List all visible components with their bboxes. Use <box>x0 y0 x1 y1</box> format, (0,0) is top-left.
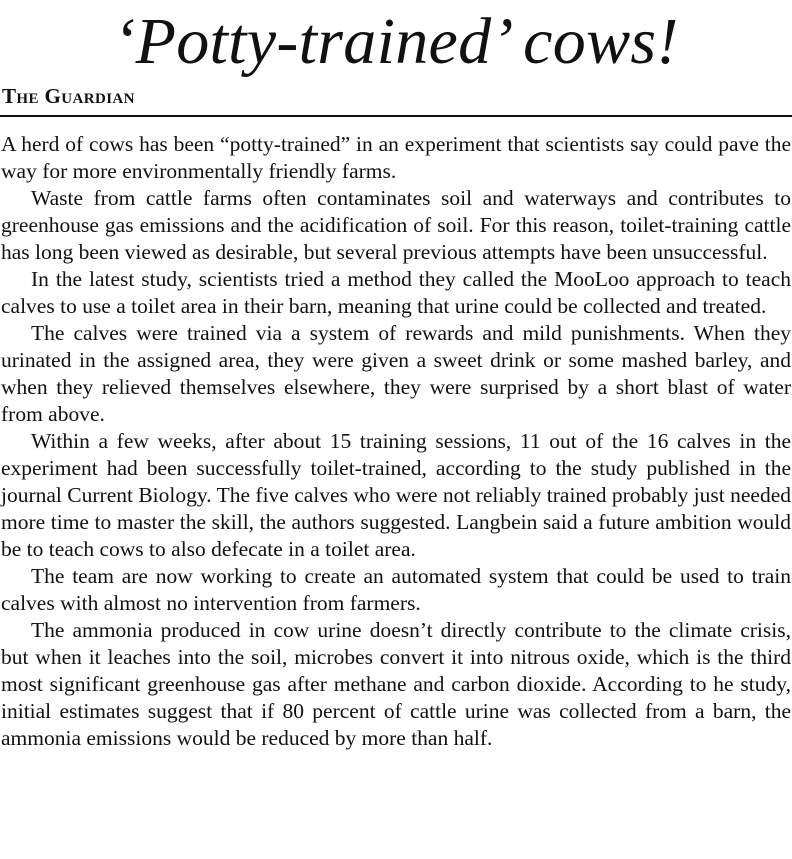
paragraph-1: A herd of cows has been “potty-trained” in an experiment that scientists say could pave the way for more environmentally friendly farms. <box>1 132 791 183</box>
paragraph-6: The team are now working to create an automated system that could be used to train calves with almost no intervention from farmers. <box>1 564 791 615</box>
header-divider <box>0 115 792 117</box>
headline: ‘Potty-trained’ cows! <box>113 5 679 78</box>
paragraph-7: The ammonia produced in cow urine doesn’t directly contribute to the climate crisis, but when it leaches into the soil, microbes convert it into nitrous oxide, which is the third most significant greenhouse gas after methane and carbon dioxide. According to he study, initial estimates suggest that if 80 percent of cattle urine was collected from a barn, the ammonia emissions would be reduced by more than half. <box>1 618 791 750</box>
source-byline: The Guardian <box>2 84 135 108</box>
paragraph-5: Within a few weeks, after about 15 training sessions, 11 out of the 16 calves in the experiment had been successfully toilet-trained, according to the study published in the journal Current Biology. The five calves who were not reliably trained probably just needed more time to master the skill, the authors suggested. Langbein said a future ambition would be to teach cows to also defecate in a toilet area. <box>1 429 791 561</box>
paragraph-4: The calves were trained via a system of rewards and mild punishments. When they urinated in the assigned area, they were given a sweet drink or some mashed barley, and when they relieved themselves elsewhere, they were surprised by a short blast of water from above. <box>1 321 791 426</box>
article-body <box>1 131 791 752</box>
paragraph-2: Waste from cattle farms often contaminates soil and waterways and contributes to greenhouse gas emissions and the acidification of soil. For this reason, toilet-training cattle has long been viewed as desirable, but several previous attempts have been unsuccessful. <box>1 186 791 264</box>
paragraph-3: In the latest study, scientists tried a method they called the MooLoo approach to teach calves to use a toilet area in their barn, meaning that urine could be collected and treated. <box>1 267 791 318</box>
